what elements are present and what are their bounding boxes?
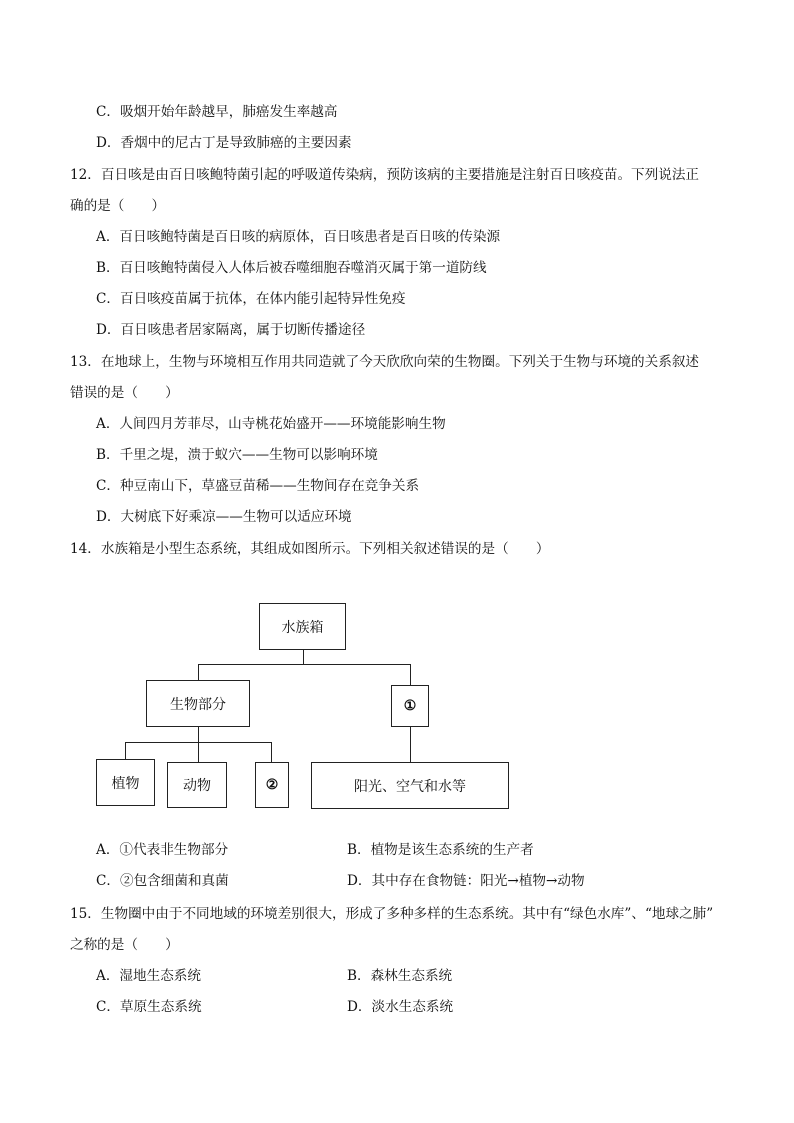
- connector: [198, 664, 410, 665]
- connector: [271, 742, 272, 762]
- connector: [198, 664, 199, 680]
- question-12-option-c: C．百日咳疫苗属于抗体，在体内能引起特异性免疫: [96, 291, 406, 307]
- question-14-option-a: A．①代表非生物部分: [96, 842, 229, 858]
- line-d-nicotine: D．香烟中的尼古丁是导致肺癌的主要因素: [96, 135, 352, 151]
- question-13-option-a: A．人间四月芳菲尽，山寺桃花始盛开——环境能影响生物: [96, 416, 446, 432]
- question-13-option-c: C．种豆南山下，草盛豆苗稀——生物间存在竞争关系: [96, 478, 420, 494]
- question-15-stem-2: 之称的是（ ）: [70, 937, 179, 953]
- diagram-biotic-box: 生物部分: [146, 680, 250, 727]
- connector: [125, 742, 126, 759]
- question-12-option-d: D．百日咳患者居家隔离，属于切断传播途径: [96, 322, 366, 338]
- question-14-option-d: D．其中存在食物链：阳光→植物→动物: [347, 873, 585, 889]
- question-12-stem-2: 确的是（ ）: [70, 198, 166, 214]
- question-15-stem-1: 15．生物圈中由于不同地域的环境差别很大，形成了多种多样的生态系统。其中有“绿色水库”、“地球之肺”: [70, 906, 714, 922]
- line-c-smoking: C．吸烟开始年龄越早，肺癌发生率越高: [96, 104, 338, 120]
- diagram-abiotic-items-box: 阳光、空气和水等: [311, 762, 509, 809]
- diagram-plant-box: 植物: [96, 759, 155, 806]
- question-13-stem-2: 错误的是（ ）: [70, 385, 179, 401]
- question-15-option-b: B．森林生态系统: [347, 968, 453, 984]
- connector: [410, 664, 411, 685]
- question-12-option-a: A．百日咳鲍特菌是百日咳的病原体，百日咳患者是百日咳的传染源: [96, 229, 501, 245]
- question-14-option-b: B．植物是该生态系统的生产者: [347, 842, 534, 858]
- question-15-option-c: C．草原生态系统: [96, 999, 202, 1015]
- diagram-root-box: 水族箱: [259, 603, 346, 650]
- connector: [303, 650, 304, 664]
- connector: [198, 742, 199, 762]
- diagram-animal-box: 动物: [167, 762, 227, 808]
- question-15-option-a: A．湿地生态系统: [96, 968, 201, 984]
- question-14-option-c: C．②包含细菌和真菌: [96, 873, 229, 889]
- question-13-stem-1: 13．在地球上，生物与环境相互作用共同造就了今天欣欣向荣的生物圈。下列关于生物与环境的关系叙述: [70, 354, 700, 370]
- question-15-option-d: D．淡水生态系统: [347, 999, 454, 1015]
- question-14-stem: 14．水族箱是小型生态系统，其组成如图所示。下列相关叙述错误的是（ ）: [70, 541, 550, 557]
- question-13-option-d: D．大树底下好乘凉——生物可以适应环境: [96, 509, 352, 525]
- diagram-decomposer-box: ②: [255, 762, 289, 808]
- connector: [410, 727, 411, 762]
- question-13-option-b: B．千里之堤，溃于蚁穴——生物可以影响环境: [96, 447, 378, 463]
- diagram-abiotic-box: ①: [391, 685, 429, 727]
- question-12-stem-1: 12．百日咳是由百日咳鲍特菌引起的呼吸道传染病，预防该病的主要措施是注射百日咳疫苗。下列说法正: [70, 167, 700, 183]
- question-12-option-b: B．百日咳鲍特菌侵入人体后被吞噬细胞吞噬消灭属于第一道防线: [96, 260, 487, 276]
- connector: [198, 727, 199, 742]
